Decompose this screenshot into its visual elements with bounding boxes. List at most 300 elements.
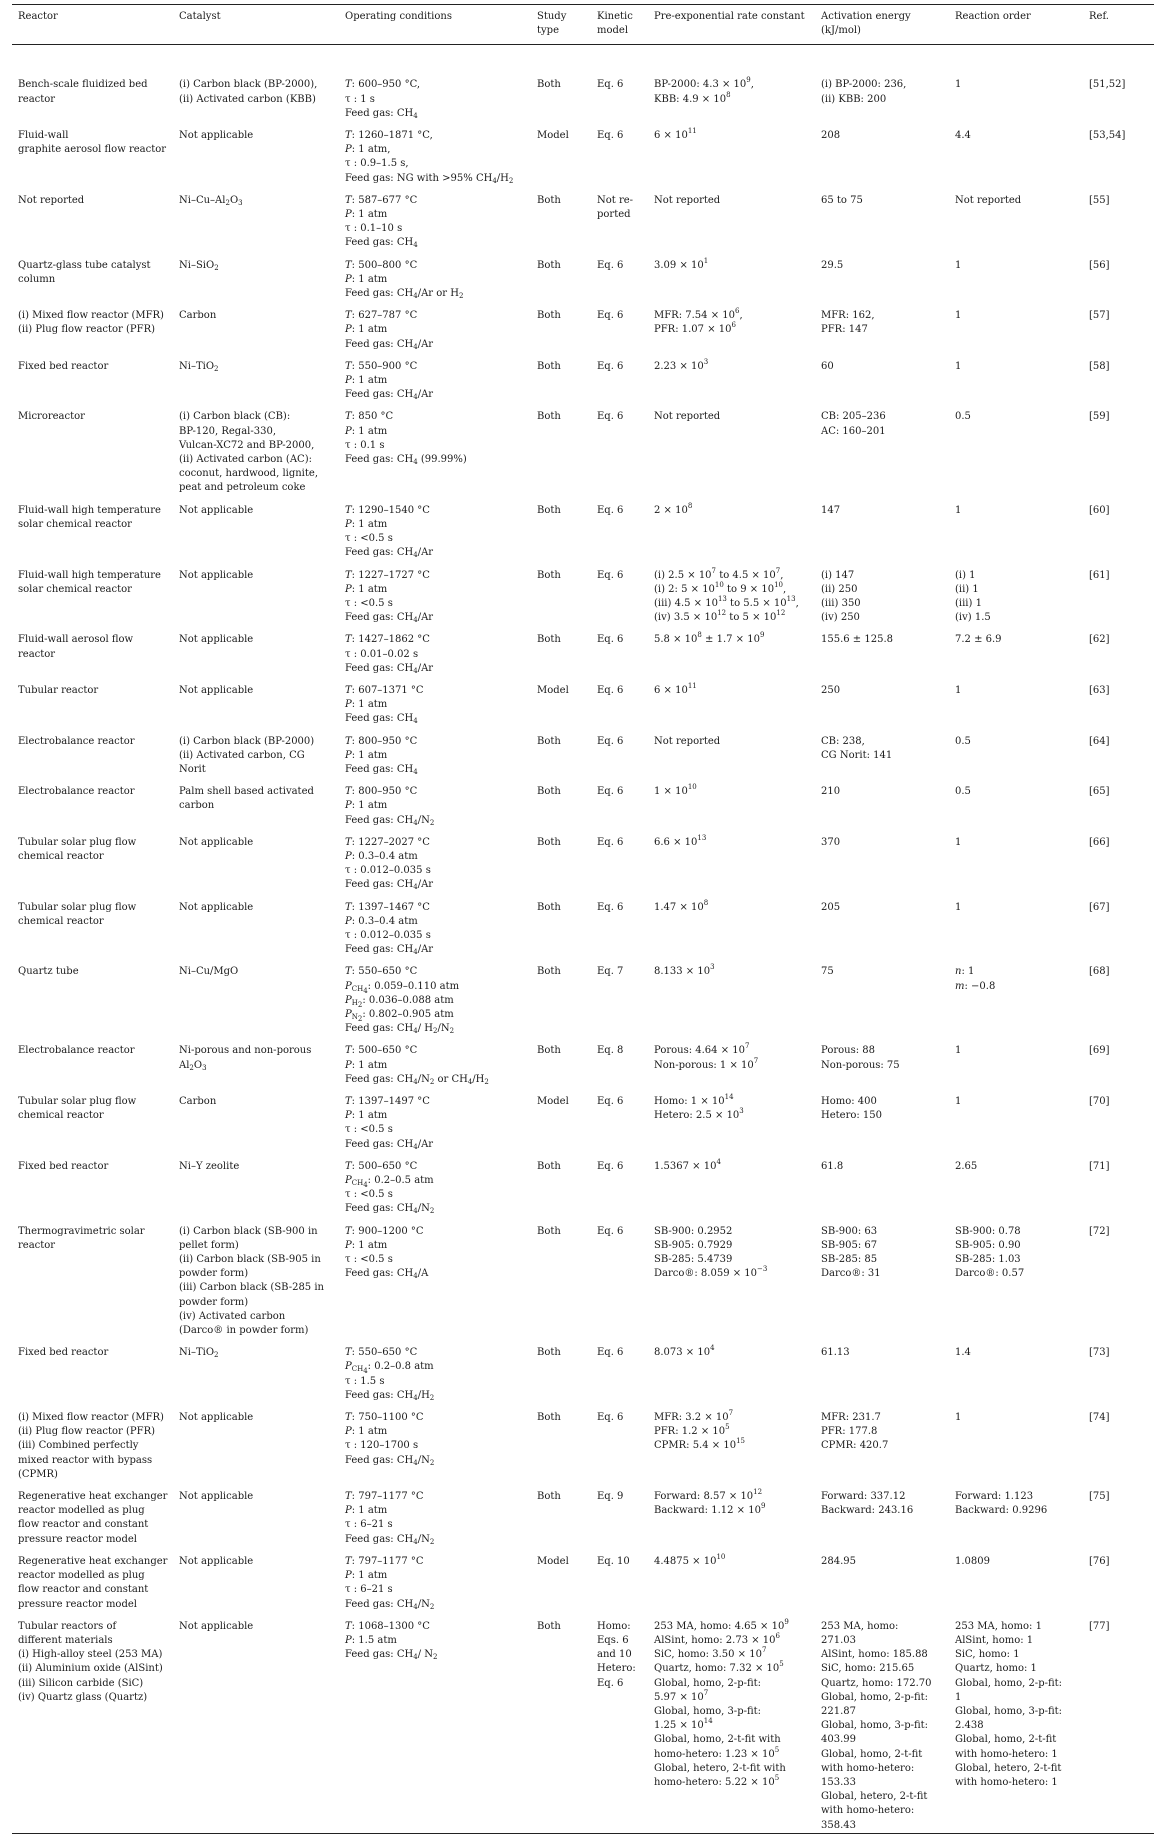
cell-line: peat and petroleum coke: [179, 482, 306, 494]
cell-line: Both: [537, 259, 561, 271]
cell-line: SB-285: 5.4739: [654, 1254, 733, 1266]
reaction-order-cell: [949, 251, 1083, 302]
study-type-cell: [531, 301, 591, 352]
conditions-cell: [339, 301, 531, 352]
cell-line: Homo:: [597, 1620, 631, 1632]
pre-exponential-cell: [648, 1217, 815, 1339]
pre-exponential-cell: [648, 561, 815, 626]
cell-line: 205: [821, 901, 841, 913]
cell-line: $3.09 \times 10^1$: [654, 256, 709, 271]
pre-exponential-cell: [648, 1152, 815, 1217]
cell-line: Forward: $8.57 \times 10^{12}$: [654, 1488, 763, 1503]
cell-line: [56]: [1089, 259, 1110, 271]
study-type-cell: [531, 1338, 591, 1403]
cell-line: P: 1 atm,: [345, 144, 391, 156]
activation-energy-cell: [815, 1547, 949, 1612]
cell-line: Ni–Cu/MgO: [179, 966, 239, 978]
column-header-reaction-order: [949, 5, 1083, 45]
header-text: Kinetic: [597, 11, 633, 22]
catalyst-cell: [173, 1612, 339, 1834]
cell-line: Quartz, homo: 1: [955, 1663, 1037, 1675]
catalyst-cell: [173, 561, 339, 626]
cell-line: 75: [821, 966, 834, 978]
cell-line: BP-120, Regal-330,: [179, 425, 277, 437]
cell-line: (ii) 250: [821, 583, 858, 595]
cell-line: Norit: [179, 763, 206, 775]
cell-line: 284.95: [821, 1555, 856, 1567]
cell-line: SB-905: 67: [821, 1239, 878, 1251]
cell-line: Both: [537, 1620, 561, 1632]
ref-cell: [1083, 1338, 1154, 1403]
cell-line: Eq. 6: [597, 1225, 624, 1237]
cell-line: (ii) Plug flow reactor (PFR): [18, 324, 156, 336]
study-type-cell: [531, 676, 591, 727]
cell-line: Not reported: [654, 411, 721, 423]
pre-exponential-cell: [648, 1036, 815, 1087]
catalyst-cell: [173, 1152, 339, 1217]
cell-line: Hetero:: [597, 1663, 636, 1675]
cell-line: PFR: $1.2 \times 10^5$: [654, 1423, 730, 1438]
cell-line: Feed gas: $CH_4/N_2$: [345, 1454, 435, 1467]
cell-line: BP-2000: $4.3 \times 10^9$,: [654, 76, 754, 91]
cell-line: PFR: 147: [821, 324, 868, 336]
kinetic-model-cell: [591, 186, 648, 251]
activation-energy-cell: [815, 1036, 949, 1087]
pre-exponential-cell: [648, 402, 815, 495]
cell-line: Feed gas: $CH_4/N_2$: [345, 814, 435, 827]
kinetic-model-cell: [591, 1036, 648, 1087]
table-container: [12, 4, 1154, 1834]
pre-exponential-cell: [648, 1338, 815, 1403]
cell-line: Eq. 6: [597, 1096, 624, 1107]
pre-exponential-cell: [648, 1087, 815, 1152]
study-type-cell: [531, 1152, 591, 1217]
cell-line: Both: [537, 1225, 561, 1237]
cell-line: PFR: $1.07 \times 10^6$: [654, 321, 736, 336]
header-text: type: [537, 25, 559, 37]
cell-line: (i) Carbon black (CB):: [179, 411, 291, 423]
cell-line: $P_{H_2}$: 0.036–0.088 atm: [345, 994, 454, 1009]
cell-line: Eq. 7: [597, 966, 624, 978]
study-type-cell: [531, 625, 591, 676]
table-row: [12, 301, 1154, 352]
cell-line: (ii) Activated carbon (KBB): [179, 93, 316, 105]
pre-exponential-cell: [648, 352, 815, 403]
ref-cell: [1083, 561, 1154, 626]
kinetic-model-cell: [591, 1612, 648, 1834]
cell-line: τ : 0.01–0.02 s: [345, 648, 419, 660]
cell-line: [64]: [1089, 735, 1110, 747]
cell-line: Eq. 6: [597, 1160, 624, 1172]
cell-line: 253 MA, homo: 1: [955, 1620, 1042, 1632]
reaction-order-cell: [949, 1036, 1083, 1087]
kinetic-model-cell: [591, 561, 648, 626]
table-row: [12, 676, 1154, 727]
kinetic-model-cell: [591, 45, 648, 121]
cell-line: (CPMR): [18, 1468, 58, 1480]
cell-line: 370: [821, 836, 841, 848]
cell-line: Ni–Y zeolite: [179, 1160, 240, 1172]
activation-energy-cell: [815, 625, 949, 676]
study-type-cell: [531, 45, 591, 121]
cell-line: Global, homo, 2-p-fit:: [821, 1691, 929, 1703]
cell-line: pressure reactor model: [18, 1598, 137, 1610]
cell-line: τ : 1 s: [345, 93, 375, 105]
cell-line: CPMR: $5.4 \times 10^{15}$: [654, 1437, 745, 1452]
table-body: [12, 45, 1154, 1833]
column-header-reactor: [12, 5, 173, 45]
ref-cell: [1083, 1403, 1154, 1482]
cell-line: 221.87: [821, 1705, 856, 1717]
cell-line: (i) Carbon black (BP-2000),: [179, 79, 318, 91]
reaction-order-cell: [949, 1338, 1083, 1403]
cell-line: [51,52]: [1089, 79, 1126, 91]
conditions-cell: [339, 1087, 531, 1152]
cell-line: Backward: $1.12 \times 10^9$: [654, 1502, 766, 1517]
conditions-cell: [339, 45, 531, 121]
cell-line: $P_{CH_4}$: 0.059–0.110 atm: [345, 980, 460, 995]
kinetic-model-cell: [591, 121, 648, 186]
kinetic-model-cell: [591, 625, 648, 676]
pre-exponential-cell: [648, 676, 815, 727]
column-header-kinetic-model: [591, 5, 648, 45]
cell-line: CB: 238,: [821, 735, 865, 747]
cell-line: Forward: 1.123: [955, 1491, 1034, 1503]
conditions-cell: [339, 676, 531, 727]
reactor-cell: [12, 1217, 173, 1339]
cell-line: Feed gas: $CH_4$: [345, 107, 418, 120]
table-row: [12, 893, 1154, 958]
cell-line: [77]: [1089, 1620, 1110, 1632]
cell-line: [75]: [1089, 1491, 1110, 1503]
cell-line: [66]: [1089, 836, 1110, 848]
cell-line: (iii) Carbon black (SB-285 in: [179, 1282, 324, 1294]
kinetic-model-cell: [591, 496, 648, 561]
cell-line: P: 1 atm: [345, 749, 388, 761]
ref-cell: [1083, 1547, 1154, 1612]
cell-line: Not reported: [654, 735, 721, 747]
table-row: [12, 1482, 1154, 1547]
cell-line: with homo-hetero:: [821, 1805, 915, 1817]
cell-line: Both: [537, 786, 561, 798]
cell-line: τ : <0.5 s: [345, 533, 393, 545]
cell-line: with homo-hetero:: [821, 1762, 915, 1774]
activation-energy-cell: [815, 1338, 949, 1403]
kinetic-model-cell: [591, 352, 648, 403]
activation-energy-cell: [815, 496, 949, 561]
kinetic-model-cell: [591, 1482, 648, 1547]
conditions-cell: [339, 352, 531, 403]
cell-line: CG Norit: 141: [821, 749, 893, 761]
cell-line: [67]: [1089, 901, 1110, 913]
ref-cell: [1083, 402, 1154, 495]
cell-line: [65]: [1089, 786, 1110, 798]
cell-line: SB-285: 85: [821, 1254, 878, 1266]
cell-line: flow reactor and constant: [18, 1584, 149, 1596]
cell-line: Eq. 8: [597, 1045, 624, 1057]
cell-line: τ : 0.1 s: [345, 439, 385, 451]
cell-line: (iii) 1: [955, 597, 982, 609]
ref-cell: [1083, 625, 1154, 676]
conditions-cell: [339, 625, 531, 676]
cell-line: Both: [537, 735, 561, 747]
cell-line: (i) High-alloy steel (253 MA): [18, 1649, 163, 1661]
cell-line: 1: [955, 310, 962, 322]
cell-line: P: 1 atm: [345, 1426, 388, 1438]
cell-line: homo-hetero: $5.22 \times 10^5$: [654, 1773, 780, 1788]
cell-line: τ : <0.5 s: [345, 1254, 393, 1266]
cell-line: reactor: [18, 648, 56, 660]
cell-line: 2.438: [955, 1720, 984, 1732]
cell-line: CPMR: 420.7: [821, 1440, 889, 1452]
cell-line: Global, homo, 2-t-fit with: [654, 1734, 781, 1746]
cell-line: Electrobalance reactor: [18, 786, 135, 798]
reactor-cell: [12, 625, 173, 676]
kinetic-model-cell: [591, 1087, 648, 1152]
ref-cell: [1083, 301, 1154, 352]
header-text: Reaction order: [955, 11, 1031, 22]
study-type-cell: [531, 777, 591, 828]
table-row: [12, 625, 1154, 676]
cell-line: [59]: [1089, 411, 1110, 423]
cell-line: homo-hetero: $1.23 \times 10^5$: [654, 1745, 780, 1760]
catalyst-cell: [173, 301, 339, 352]
cell-line: 2.65: [955, 1160, 978, 1172]
cell-line: AlSint, homo: $2.73 \times 10^6$: [654, 1631, 780, 1646]
cell-line: 403.99: [821, 1734, 856, 1746]
cell-line: P: 1 atm: [345, 1239, 388, 1251]
cell-line: Carbon: [179, 310, 217, 322]
table-row: [12, 1152, 1154, 1217]
ref-cell: [1083, 1036, 1154, 1087]
cell-line: 0.5: [955, 735, 971, 747]
reactor-cell: [12, 727, 173, 778]
table-row: [12, 828, 1154, 893]
cell-line: MFR: $3.2 \times 10^7$: [654, 1409, 734, 1424]
pre-exponential-cell: [648, 496, 815, 561]
catalyst-cell: [173, 1087, 339, 1152]
cell-line: [60]: [1089, 504, 1110, 516]
cell-line: Both: [537, 1045, 561, 1057]
conditions-cell: [339, 121, 531, 186]
cell-line: solar chemical reactor: [18, 583, 132, 595]
cell-line: Feed gas: $CH_4$: [345, 763, 418, 776]
conditions-cell: [339, 251, 531, 302]
cell-line: (i) 147: [821, 569, 855, 581]
table-row: [12, 121, 1154, 186]
cell-line: Not re-: [597, 194, 634, 206]
reaction-order-cell: [949, 1482, 1083, 1547]
cell-line: Not applicable: [179, 504, 254, 516]
cell-line: (iv) 1.5: [955, 612, 991, 624]
study-type-cell: [531, 186, 591, 251]
cell-line: $1.25 \times 10^{14}$: [654, 1717, 713, 1732]
cell-line: Both: [537, 836, 561, 848]
cell-line: Not applicable: [179, 1412, 254, 1424]
catalyst-cell: [173, 828, 339, 893]
cell-line: Both: [537, 1491, 561, 1503]
reactor-cell: [12, 121, 173, 186]
cell-line: Not reported: [955, 194, 1022, 206]
table-row: [12, 251, 1154, 302]
cell-line: P: 1.5 atm: [345, 1634, 397, 1646]
cell-line: SiC, homo: $3.50 \times 10^7$: [654, 1646, 767, 1661]
conditions-cell: [339, 1482, 531, 1547]
cell-line: [76]: [1089, 1555, 1110, 1567]
cell-line: (i) 1: [955, 569, 976, 581]
cell-line: T: 500–650 °C: [345, 1045, 418, 1057]
cell-line: T: 500–650 °C: [345, 1160, 418, 1172]
cell-line: KBB: $4.9 \times 10^8$: [654, 90, 731, 105]
cell-line: Eq. 6: [597, 504, 624, 516]
cell-line: Quartz, homo: 172.70: [821, 1677, 932, 1689]
cell-line: Non-porous: 75: [821, 1059, 900, 1071]
cell-line: Feed gas: $CH_4/Ar$: [345, 612, 434, 625]
conditions-cell: [339, 1612, 531, 1834]
reaction-order-cell: [949, 625, 1083, 676]
cell-line: Fluid-wall high temperature: [18, 569, 161, 581]
reaction-order-cell: [949, 1547, 1083, 1612]
kinetic-model-cell: [591, 957, 648, 1036]
cell-line: Regenerative heat exchanger: [18, 1491, 168, 1503]
cell-line: graphite aerosol flow reactor: [18, 144, 167, 156]
pre-exponential-cell: [648, 186, 815, 251]
cell-line: Eq. 6: [597, 1677, 624, 1689]
cell-line: Backward: 243.16: [821, 1505, 914, 1517]
reactor-cell: [12, 828, 173, 893]
cell-line: (iii) $4.5 \times 10^{13}$ to $5.5 \times 10^{13}$,: [654, 594, 799, 609]
cell-line: Tubular solar plug flow: [18, 901, 137, 913]
cell-line: column: [18, 273, 56, 285]
cell-line: Homo: $1 \times 10^{14}$: [654, 1093, 734, 1107]
cell-line: P: 1 atm: [345, 425, 388, 437]
cell-line: Fixed bed reactor: [18, 1160, 109, 1172]
cell-line: (i) Carbon black (SB-900 in: [179, 1225, 318, 1237]
cell-line: Fluid-wall: [18, 130, 69, 142]
reactor-cell: [12, 496, 173, 561]
cell-line: T: 1227–1727 °C: [345, 569, 430, 581]
ref-cell: [1083, 676, 1154, 727]
cell-line: Feed gas: $CH_4/Ar$ or $H_2$: [345, 288, 464, 301]
cell-line: Eq. 6: [597, 901, 624, 913]
kinetic-model-cell: [591, 828, 648, 893]
catalyst-cell: [173, 352, 339, 403]
cell-line: P: 1 atm: [345, 800, 388, 812]
reactor-cell: [12, 561, 173, 626]
cell-line: Eq. 6: [597, 259, 624, 271]
ref-cell: [1083, 45, 1154, 121]
cell-line: Darco®: $8.059 \times 10^{-3}$: [654, 1265, 768, 1280]
cell-line: Both: [537, 360, 561, 372]
cell-line: Global, hetero, 2-t-fit with: [654, 1762, 786, 1774]
study-type-cell: [531, 1036, 591, 1087]
cell-line: 61.13: [821, 1347, 850, 1359]
cell-line: Both: [537, 569, 561, 581]
pre-exponential-cell: [648, 1612, 815, 1834]
activation-energy-cell: [815, 957, 949, 1036]
header-text: Pre-exponential rate constant: [654, 11, 805, 22]
catalyst-cell: [173, 625, 339, 676]
cell-line: SB-285: 1.03: [955, 1254, 1021, 1266]
cell-line: Eq. 6: [597, 786, 624, 798]
cell-line: Feed gas: $CH_4/N_2$: [345, 1598, 435, 1611]
cell-line: 210: [821, 786, 841, 798]
cell-line: (ii) KBB: 200: [821, 93, 887, 105]
cell-line: Eq. 6: [597, 684, 624, 696]
cell-line: Feed gas: $CH_4/A$: [345, 1268, 429, 1281]
reactor-cell: [12, 1482, 173, 1547]
cell-line: $6.6 \times 10^{13}$: [654, 833, 707, 848]
activation-energy-cell: [815, 676, 949, 727]
cell-line: T: 1397–1497 °C: [345, 1096, 430, 1107]
reaction-order-cell: [949, 186, 1083, 251]
table-row: [12, 45, 1154, 121]
pre-exponential-cell: [648, 828, 815, 893]
reactor-cell: [12, 186, 173, 251]
cell-line: Both: [537, 504, 561, 516]
cell-line: $2 \times 10^8$: [654, 501, 693, 516]
cell-line: 1: [955, 1096, 962, 1107]
cell-line: (ii) Activated carbon (AC):: [179, 454, 312, 466]
cell-line: T: 550–650 °C: [345, 1347, 418, 1359]
header-text: Operating conditions: [345, 11, 452, 22]
conditions-cell: [339, 828, 531, 893]
ref-cell: [1083, 828, 1154, 893]
reaction-order-cell: [949, 1612, 1083, 1834]
cell-line: T: 550–900 °C: [345, 360, 418, 372]
cell-line: (i) Carbon black (BP-2000): [179, 735, 315, 747]
ref-cell: [1083, 186, 1154, 251]
cell-line: Feed gas: $CH_4/H_2$: [345, 1389, 435, 1402]
cell-line: T: 1227–2027 °C: [345, 836, 430, 848]
cell-line: 1: [955, 360, 962, 372]
header-text: model: [597, 25, 629, 37]
cell-line: pressure reactor model: [18, 1533, 137, 1545]
cell-line: P: 0.3–0.4 atm: [345, 850, 418, 862]
cell-line: Eq. 6: [597, 130, 624, 142]
cell-line: [73]: [1089, 1347, 1110, 1359]
cell-line: Quartz tube: [18, 966, 79, 978]
cell-line: Thermogravimetric solar: [18, 1225, 145, 1237]
catalyst-cell: [173, 1403, 339, 1482]
cell-line: T: 587–677 °C: [345, 194, 418, 206]
cell-line: Global, homo, 2-p-fit:: [955, 1677, 1063, 1689]
cell-line: P: 1 atm: [345, 699, 388, 711]
cell-line: reactor: [18, 1239, 56, 1251]
cell-line: solar chemical reactor: [18, 518, 132, 530]
cell-line: (ii) 1: [955, 583, 979, 595]
cell-line: P: 1 atm: [345, 209, 388, 221]
cell-line: $2.23 \times 10^3$: [654, 357, 709, 372]
cell-line: flow reactor and constant: [18, 1519, 149, 1531]
column-header-pre-exponential: [648, 5, 815, 45]
cell-line: Porous: 88: [821, 1045, 875, 1057]
cell-line: [68]: [1089, 966, 1110, 978]
cell-line: Not applicable: [179, 1555, 254, 1567]
cell-line: and 10: [597, 1649, 632, 1661]
cell-line: PFR: 177.8: [821, 1426, 878, 1438]
kinetic-model-cell: [591, 402, 648, 495]
cell-line: $1.47 \times 10^8$: [654, 898, 709, 913]
cell-line: τ : <0.5 s: [345, 1124, 393, 1136]
cell-line: Feed gas: $CH_4/Ar$: [345, 662, 434, 675]
table-row: [12, 957, 1154, 1036]
cell-line: [58]: [1089, 360, 1110, 372]
reactor-cell: [12, 893, 173, 958]
cell-line: $5.97 \times 10^7$: [654, 1688, 709, 1703]
cell-line: (iii) 350: [821, 597, 861, 609]
activation-energy-cell: [815, 777, 949, 828]
